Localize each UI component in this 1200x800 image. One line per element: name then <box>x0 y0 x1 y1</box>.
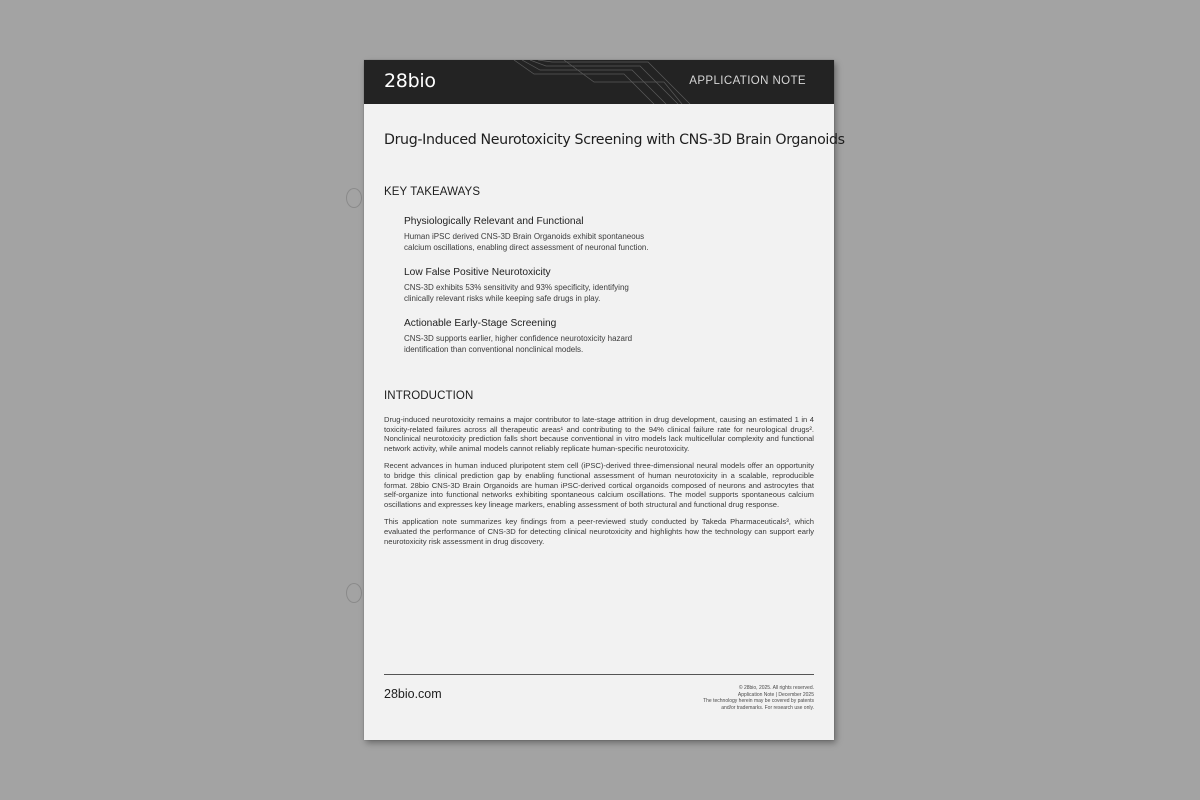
takeaway-body: CNS-3D exhibits 53% sensitivity and 93% specificity, identifying clinically relevant risks while keeping safe drugs in play. <box>404 283 629 303</box>
document-title: Drug-Induced Neurotoxicity Screening with CNS-3D Brain Organoids <box>384 132 845 148</box>
takeaway-item <box>404 216 654 253</box>
binder-ring-top <box>346 188 362 208</box>
legal-line: Application Note | December 2025 <box>737 691 814 698</box>
intro-paragraph: Drug-induced neurotoxicity remains a major contributor to late-stage attrition in drug development, causing an estimated 1 in 4 toxicity-related failures across all therapeutic areas¹ and contributing to the 94% clinical failure rate for neurological drugs². Nonclinical neurotoxicity prediction falls short because conventional in vitro models lack multicellular complexity and functional network activity, while animal models cannot reliably replicate human-specific neurotoxicity. <box>384 415 814 453</box>
takeaway-title: Low False Positive Neurotoxicity <box>404 267 551 278</box>
takeaway-item <box>404 318 654 355</box>
intro-paragraph: This application note summarizes key findings from a peer-reviewed study conducted by Takeda Pharmaceuticals³, which evaluated the performance of CNS-3D for detecting clinical neurotoxicity and highlights how the technology can support early neurotoxicity risk assessment in drug discovery. <box>384 517 814 546</box>
key-takeaways-heading: KEY TAKEAWAYS <box>384 186 481 198</box>
intro-paragraph: Recent advances in human induced pluripotent stem cell (iPSC)-derived three-dimensional neural models offer an opportunity to bridge this clinical prediction gap by enabling functional assessment of human neurotoxicity in a scalable, reproducible format. 28bio CNS-3D Brain Organoids are human iPSC-derived cortical organoids composed of neurons and astrocytes that self-organize into functional networks exhibiting spontaneous calcium oscillations. The model supports spontaneous calcium oscillations and expresses key lineage markers, enabling assessment of both structural and functional drug response. <box>384 461 814 509</box>
takeaway-body: Human iPSC derived CNS-3D Brain Organoids exhibit spontaneous calcium oscillations, enabling direct assessment of neuronal function. <box>404 232 649 252</box>
introduction-body <box>384 415 814 554</box>
introduction-heading: INTRODUCTION <box>384 390 474 402</box>
legal-line: © 28bio, 2025. All rights reserved. <box>738 685 814 691</box>
header-bar <box>364 60 834 104</box>
takeaway-item <box>404 267 654 304</box>
binder-ring-bottom <box>346 583 362 603</box>
legal-line: and/or trademarks. For research use only. <box>721 704 814 711</box>
website-link[interactable]: 28bio.com <box>384 687 442 701</box>
takeaway-title: Actionable Early-Stage Screening <box>404 318 557 329</box>
footer-divider <box>384 674 814 675</box>
takeaway-title: Physiologically Relevant and Functional <box>404 216 584 227</box>
brand-logo: 28bio <box>384 70 436 92</box>
document-page <box>364 60 845 740</box>
document-type-label: APPLICATION NOTE <box>689 75 806 87</box>
legal-notice <box>614 685 814 711</box>
takeaway-body: CNS-3D supports earlier, higher confidence neurotoxicity hazard identification than conventional nonclinical models. <box>404 334 633 354</box>
legal-line: The technology herein may be covered by patents <box>703 698 814 705</box>
